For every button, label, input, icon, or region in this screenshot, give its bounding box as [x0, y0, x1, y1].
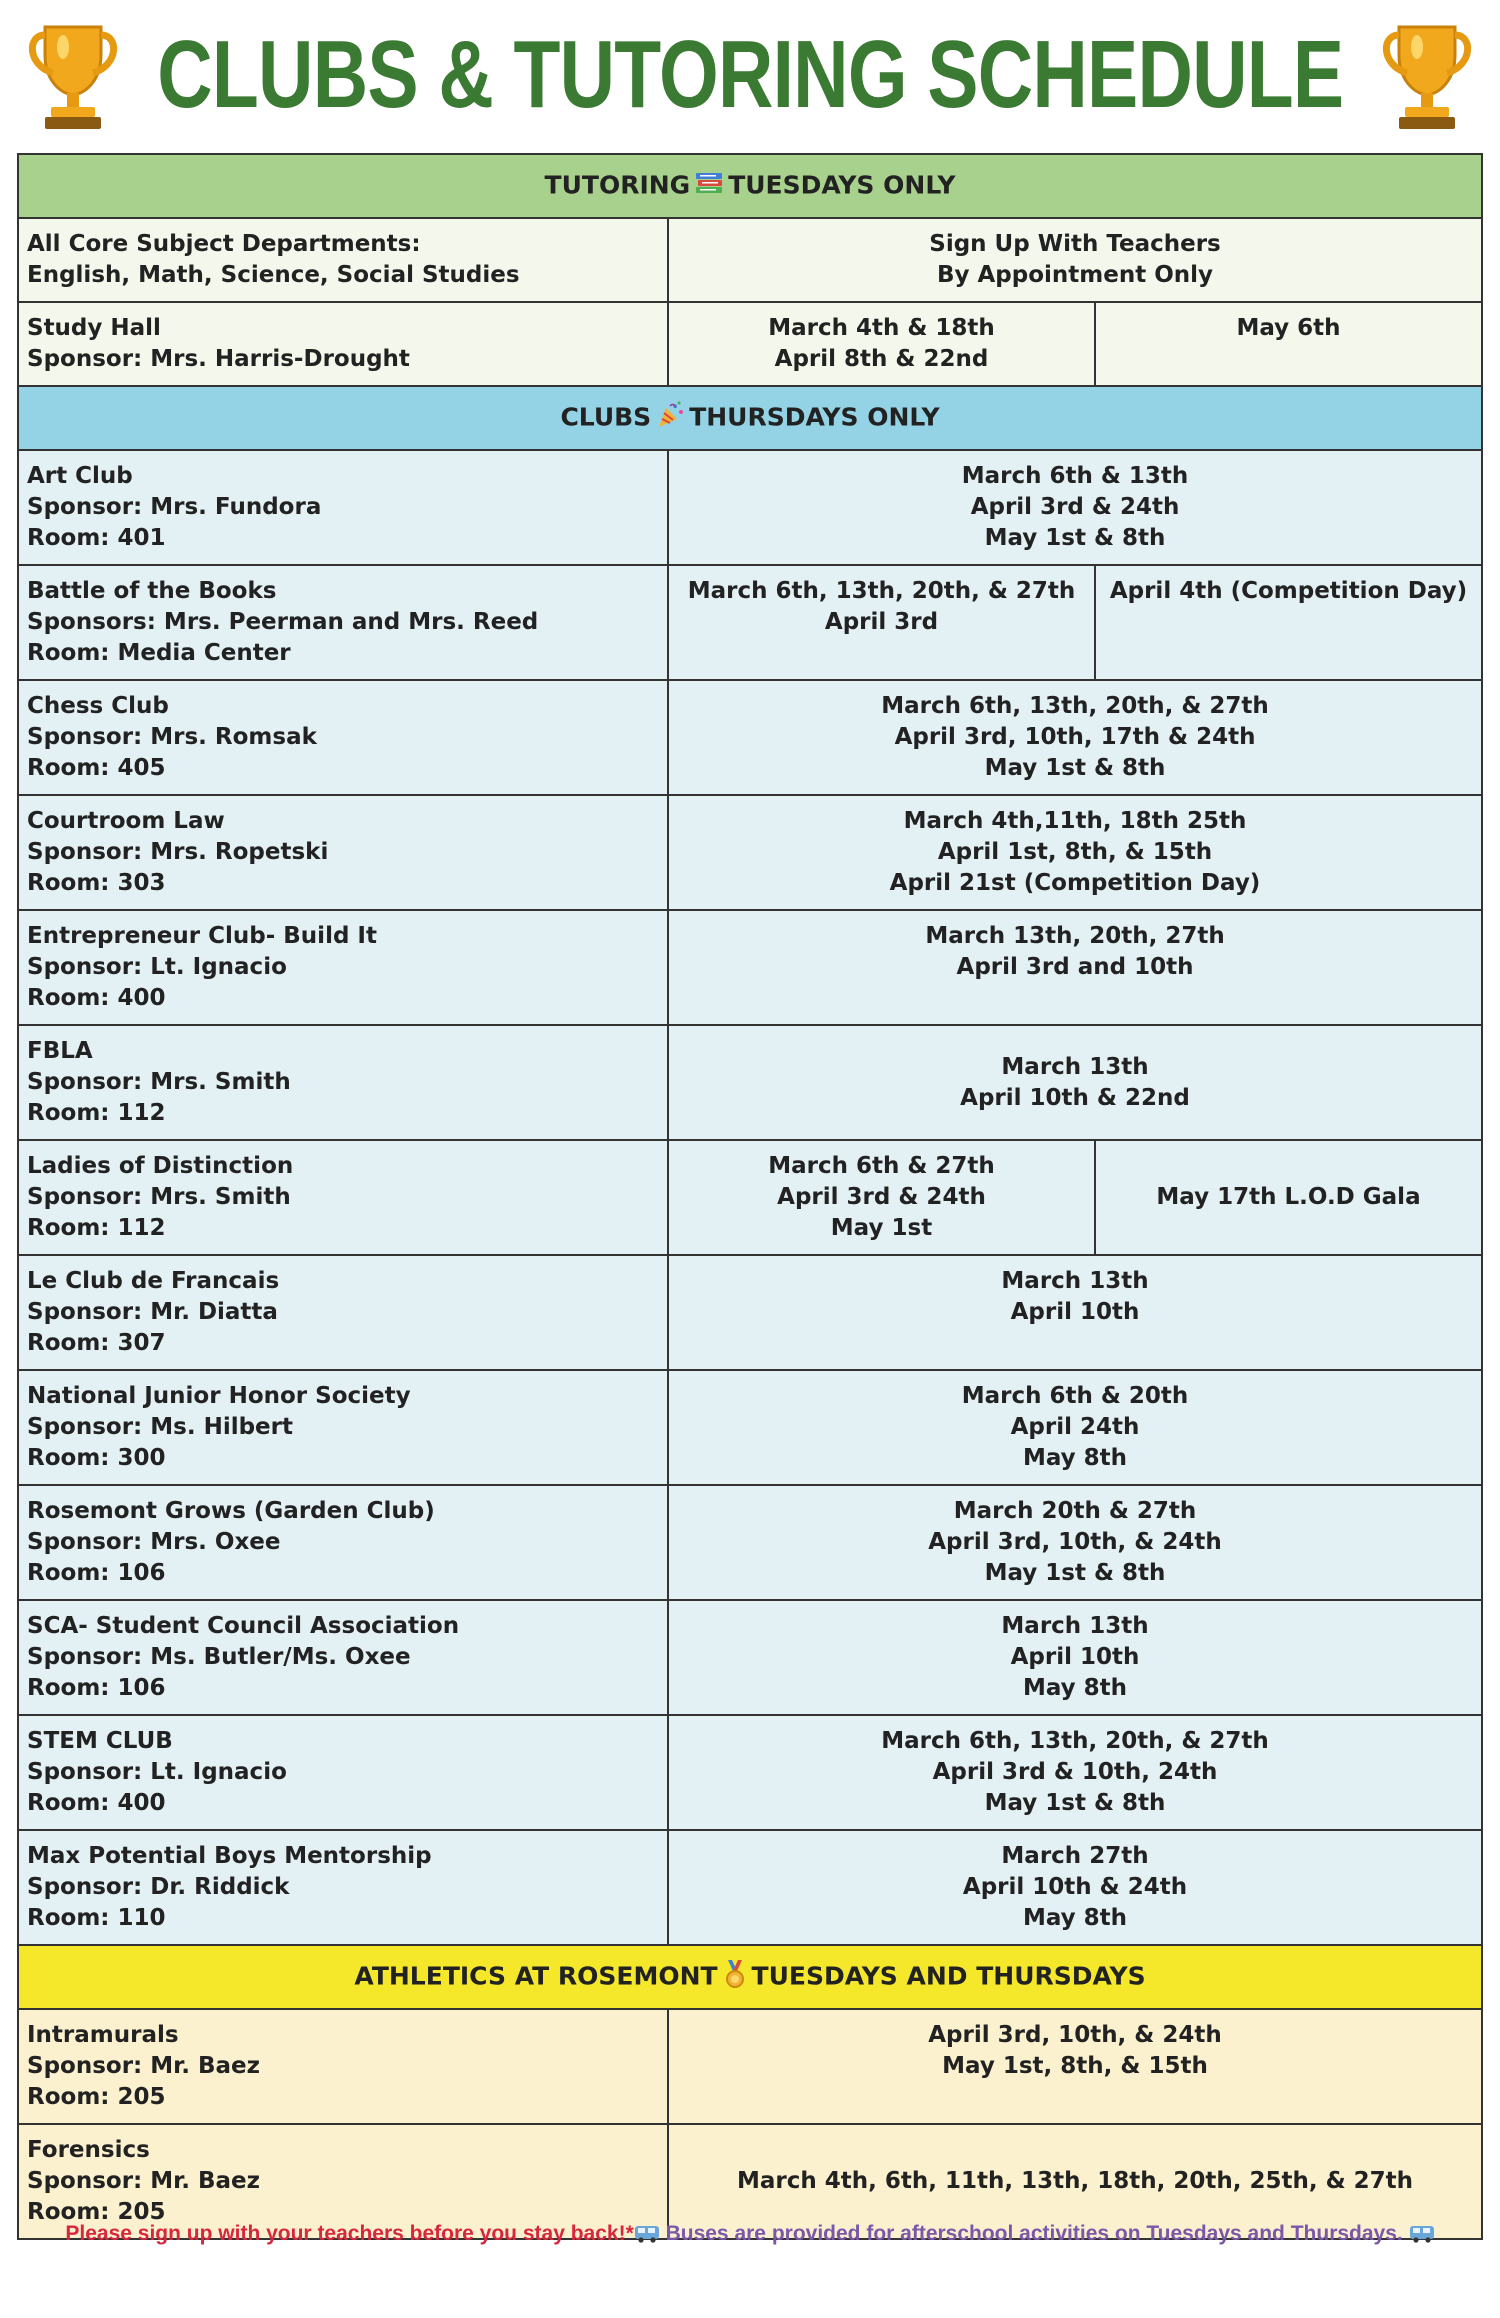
activity-details: All Core Subject Departments: English, Math, Science, Social Studies [18, 218, 668, 302]
tutoring-row [18, 218, 1482, 302]
activity-details: Ladies of Distinction Sponsor: Mrs. Smith Room: 112 [18, 1140, 668, 1255]
activity-details: National Junior Honor Society Sponsor: Ms. Hilbert Room: 300 [18, 1370, 668, 1485]
athletics-row [18, 2009, 1482, 2124]
activity-details: Forensics Sponsor: Mr. Baez Room: 205 [18, 2124, 668, 2239]
tutoring-row [18, 302, 1482, 386]
activity-extra-date: April 4th (Competition Day) [1095, 565, 1482, 680]
clubs-row [18, 680, 1482, 795]
activity-dates: March 6th, 13th, 20th, & 27th April 3rd & 10th, 24th May 1st & 8th [668, 1715, 1482, 1830]
activity-dates: March 27th April 10th & 24th May 8th [668, 1830, 1482, 1945]
activity-details: SCA- Student Council Association Sponsor: Ms. Butler/Ms. Oxee Room: 106 [18, 1600, 668, 1715]
tutoring-header-row [18, 154, 1482, 218]
clubs-row [18, 1830, 1482, 1945]
activity-details: FBLA Sponsor: Mrs. Smith Room: 112 [18, 1025, 668, 1140]
activity-dates: March 6th & 27th April 3rd & 24th May 1st [668, 1140, 1095, 1255]
activity-details: Max Potential Boys Mentorship Sponsor: Dr. Riddick Room: 110 [18, 1830, 668, 1945]
activity-dates: March 4th & 18th April 8th & 22nd [668, 302, 1095, 386]
page-title: CLUBS & TUTORING SCHEDULE [156, 21, 1344, 128]
activity-details: STEM CLUB Sponsor: Lt. Ignacio Room: 400 [18, 1715, 668, 1830]
activity-extra-date: May 6th [1095, 302, 1482, 386]
bus-icon [1409, 2224, 1435, 2244]
athletics-header-row [18, 1945, 1482, 2009]
section-suffix: TUESDAYS ONLY [728, 170, 956, 199]
clubs-row [18, 1600, 1482, 1715]
clubs-row [18, 1140, 1482, 1255]
athletics-header [18, 1945, 1482, 2009]
clubs-header-row [18, 386, 1482, 450]
clubs-row [18, 795, 1482, 910]
signup-reminder: Please sign up with your teachers before you stay back!* [65, 2222, 634, 2245]
activity-dates: March 6th, 13th, 20th, & 27th April 3rd, 10th, 17th & 24th May 1st & 8th [668, 680, 1482, 795]
activity-dates: March 6th & 20th April 24th May 8th [668, 1370, 1482, 1485]
activity-details: Study Hall Sponsor: Mrs. Harris-Drought [18, 302, 668, 386]
activity-details: Chess Club Sponsor: Mrs. Romsak Room: 405 [18, 680, 668, 795]
clubs-row [18, 1255, 1482, 1370]
activity-details: Intramurals Sponsor: Mr. Baez Room: 205 [18, 2009, 668, 2124]
clubs-row [18, 1485, 1482, 1600]
activity-extra-date: May 17th L.O.D Gala [1095, 1140, 1482, 1255]
activity-details: Rosemont Grows (Garden Club) Sponsor: Mrs. Oxee Room: 106 [18, 1485, 668, 1600]
medal-icon [722, 1959, 748, 1996]
activity-details: Entrepreneur Club- Build It Sponsor: Lt. Ignacio Room: 400 [18, 910, 668, 1025]
activity-dates: March 13th April 10th & 22nd [668, 1025, 1482, 1140]
activity-dates: March 4th, 6th, 11th, 13th, 18th, 20th, 25th, & 27th [668, 2124, 1482, 2239]
activity-dates: March 20th & 27th April 3rd, 10th, & 24th May 1st & 8th [668, 1485, 1482, 1600]
activity-dates: March 6th, 13th, 20th, & 27th April 3rd [668, 565, 1095, 680]
activity-dates: April 3rd, 10th, & 24th May 1st, 8th, & 15th [668, 2009, 1482, 2124]
activity-details: Courtroom Law Sponsor: Mrs. Ropetski Room: 303 [18, 795, 668, 910]
tutoring-header [18, 154, 1482, 218]
activity-details: Le Club de Francais Sponsor: Mr. Diatta Room: 307 [18, 1255, 668, 1370]
section-label: CLUBS [560, 402, 652, 431]
schedule-table [17, 153, 1483, 2240]
activity-dates: March 6th & 13th April 3rd & 24th May 1st & 8th [668, 450, 1482, 565]
activity-dates: Sign Up With Teachers By Appointment Only [668, 218, 1482, 302]
activity-dates: March 13th April 10th [668, 1255, 1482, 1370]
activity-details: Battle of the Books Sponsors: Mrs. Peerman and Mrs. Reed Room: Media Center [18, 565, 668, 680]
party-popper-icon [655, 400, 685, 437]
section-label: TUTORING [544, 170, 691, 199]
clubs-row [18, 1370, 1482, 1485]
title-banner [0, 0, 1500, 150]
books-icon [694, 169, 724, 204]
activity-dates: March 4th,11th, 18th 25th April 1st, 8th, & 15th April 21st (Competition Day) [668, 795, 1482, 910]
trophy-icon [23, 17, 123, 133]
clubs-row [18, 450, 1482, 565]
schedule-body [18, 154, 1482, 2239]
bus-icon [634, 2224, 660, 2244]
clubs-row [18, 910, 1482, 1025]
section-label: ATHLETICS AT ROSEMONT [354, 1961, 718, 1990]
section-suffix: TUESDAYS AND THURSDAYS [751, 1961, 1146, 1990]
clubs-row [18, 1715, 1482, 1830]
activity-details: Art Club Sponsor: Mrs. Fundora Room: 401 [18, 450, 668, 565]
footer-note [40, 2216, 1460, 2252]
activity-dates: March 13th, 20th, 27th April 3rd and 10th [668, 910, 1482, 1025]
activity-dates: March 13th April 10th May 8th [668, 1600, 1482, 1715]
section-suffix: THURSDAYS ONLY [689, 402, 940, 431]
trophy-icon [1377, 17, 1477, 133]
bus-notice: Buses are provided for afterschool activities on Tuesdays and Thursdays. [659, 2222, 1409, 2245]
clubs-row [18, 565, 1482, 680]
clubs-header [18, 386, 1482, 450]
clubs-row [18, 1025, 1482, 1140]
